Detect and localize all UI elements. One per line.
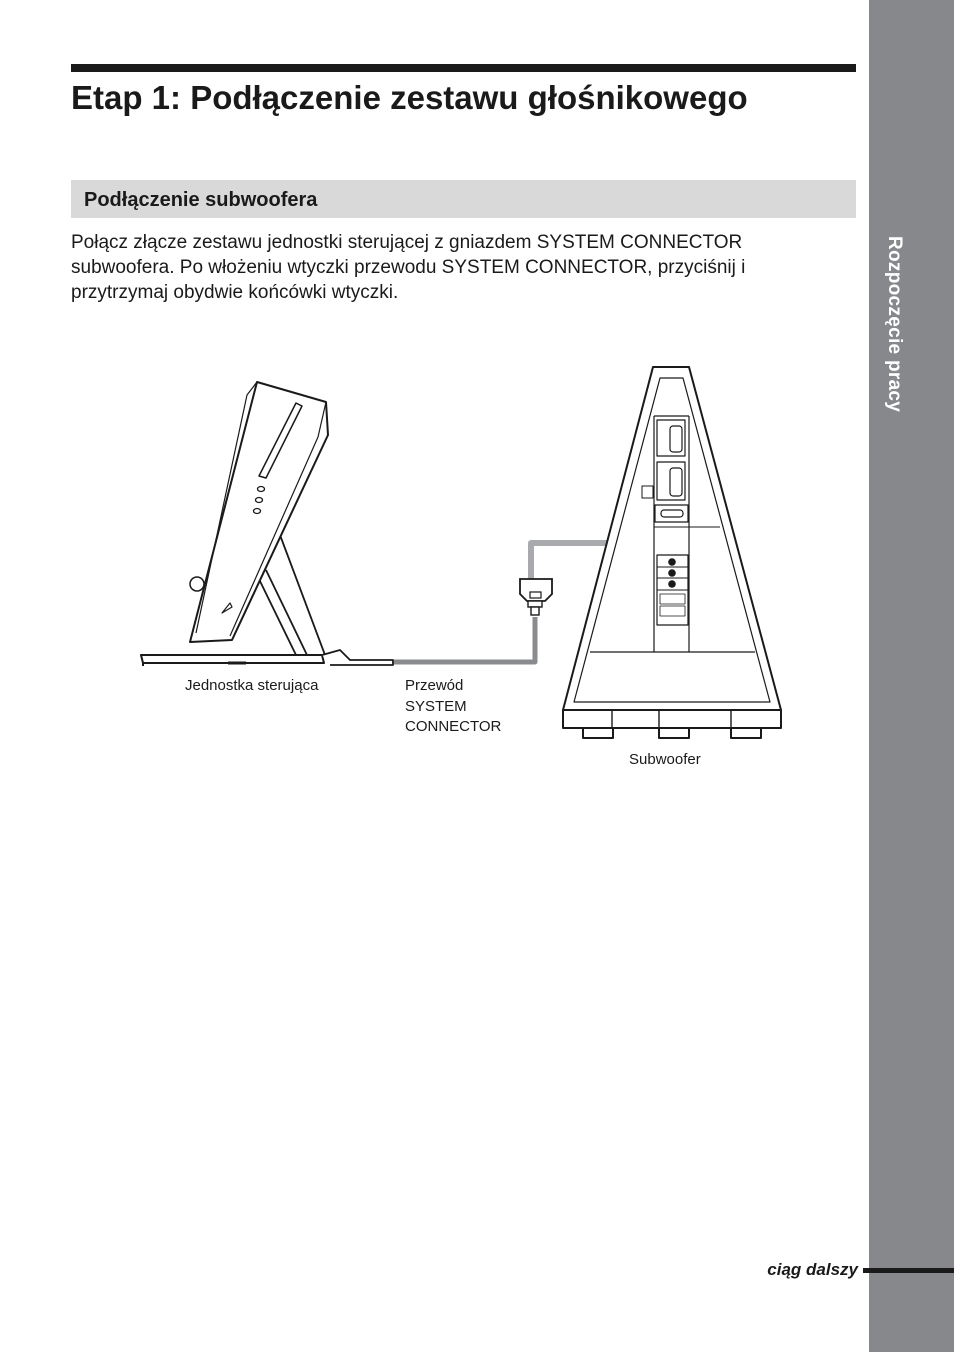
control-unit-caption: Jednostka sterująca [185, 677, 319, 694]
side-tab [869, 0, 954, 1352]
side-tab-label: Rozpoczęcie pracy [884, 236, 905, 413]
section-bar [71, 180, 856, 218]
title-rule [71, 64, 856, 72]
control-unit-illustration [141, 382, 393, 666]
intro-paragraph: Połącz złącze zestawu jednostki sterującej z gniazdem SYSTEM CONNECTOR subwoofera. Po włożeniu wtyczki przewodu SYSTEM CONNECTOR, przyciśnij i przytrzymaj obydwie końcówki wtyczki. [71, 232, 746, 303]
page-title: Etap 1: Podłączenie zestawu głośnikowego [71, 79, 748, 116]
subwoofer-caption: Subwoofer [629, 751, 701, 768]
subwoofer-illustration [563, 367, 781, 738]
cable-caption: Przewód SYSTEM CONNECTOR [405, 677, 502, 735]
continued-label: ciąg dalszy [767, 1260, 858, 1279]
continued-rule [863, 1268, 954, 1273]
cable-plug-illustration [520, 579, 552, 615]
section-heading: Podłączenie subwoofera [84, 189, 318, 211]
